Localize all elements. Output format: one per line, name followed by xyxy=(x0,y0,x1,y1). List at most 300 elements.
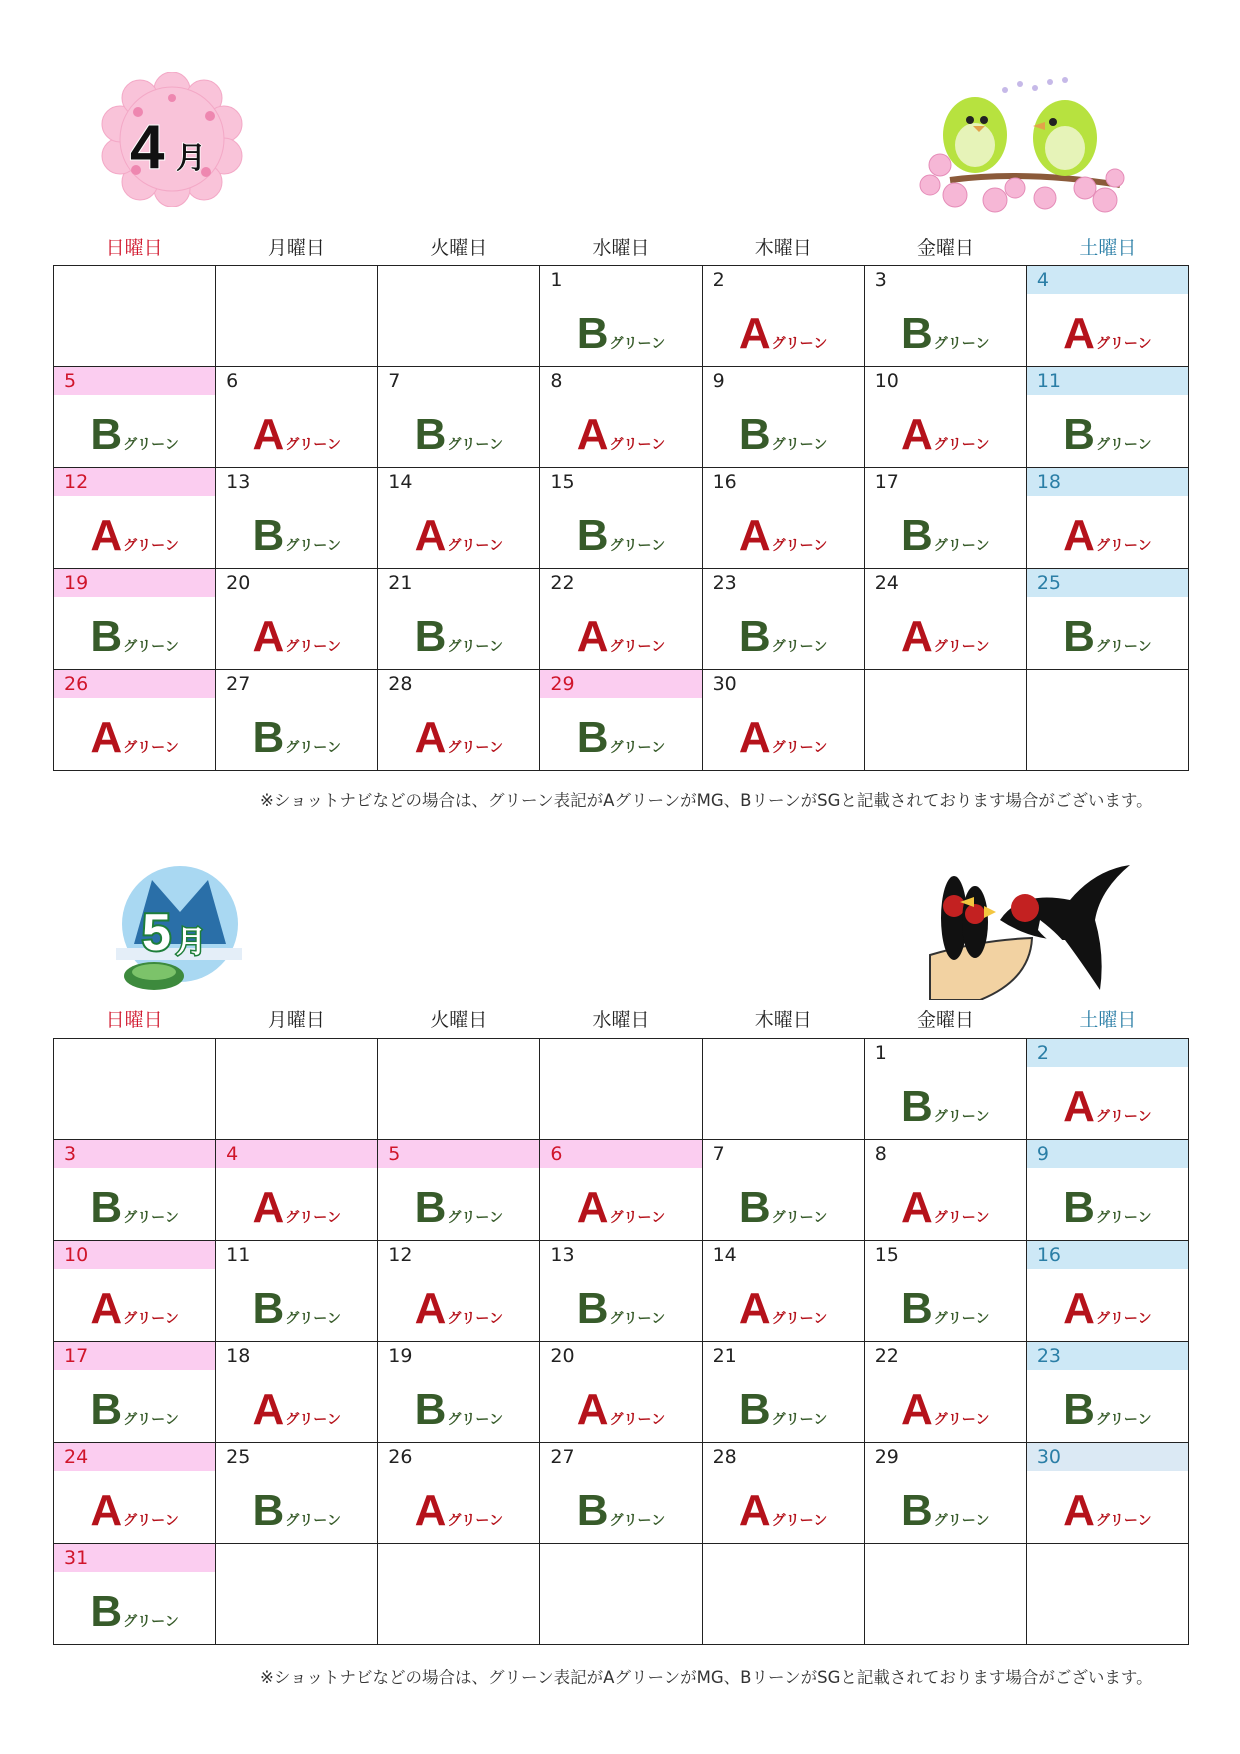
green-suffix: グリーン xyxy=(609,538,666,554)
empty-day-cell xyxy=(54,1039,216,1140)
day-cell xyxy=(540,266,702,367)
day-cell xyxy=(864,266,1026,367)
green-suffix: グリーン xyxy=(933,1412,990,1428)
week-row xyxy=(54,1443,1189,1544)
day-number: 6 xyxy=(540,1140,701,1168)
day-cell xyxy=(864,1443,1026,1544)
day-number: 4 xyxy=(216,1140,377,1168)
green-course-label xyxy=(54,714,215,762)
day-cell xyxy=(216,1241,378,1342)
green-suffix: グリーン xyxy=(609,1210,666,1226)
day-number: 18 xyxy=(1027,468,1188,496)
day-number: 18 xyxy=(226,1345,251,1367)
day-number: 7 xyxy=(712,1143,725,1165)
day-cell xyxy=(1026,1039,1188,1140)
green-course-label xyxy=(1027,411,1188,459)
week-row xyxy=(54,569,1189,670)
green-suffix: グリーン xyxy=(285,1210,341,1226)
swallows-nest-icon xyxy=(920,860,1135,1000)
april-weekday-header xyxy=(53,234,1189,262)
green-letter: B xyxy=(90,410,123,459)
green-letter: A xyxy=(576,612,609,661)
day-number: 16 xyxy=(712,471,737,493)
empty-day-cell xyxy=(702,1039,864,1140)
green-suffix: グリーン xyxy=(1095,538,1152,554)
day-cell xyxy=(864,367,1026,468)
empty-day-cell xyxy=(378,1544,540,1645)
day-cell xyxy=(378,569,540,670)
green-suffix: グリーン xyxy=(447,437,504,453)
day-cell xyxy=(1026,468,1188,569)
day-cell xyxy=(864,569,1026,670)
green-course-label xyxy=(540,613,701,661)
weekday-tue: 火曜日 xyxy=(430,1009,488,1031)
day-number: 23 xyxy=(1027,1342,1188,1370)
green-course-label xyxy=(54,512,215,560)
april-footnote: ※ショットナビなどの場合は、グリーン表記がAグリーンがMG、BリーンがSGと記載されております場合がございます。 xyxy=(260,791,1153,810)
weekday-sat: 土曜日 xyxy=(1079,1009,1137,1031)
green-letter: A xyxy=(252,612,285,661)
green-course-label xyxy=(703,613,864,661)
green-course-label xyxy=(54,1588,215,1636)
green-course-label xyxy=(1027,1083,1188,1131)
day-number: 2 xyxy=(1027,1039,1188,1067)
green-letter: B xyxy=(1063,410,1095,459)
day-cell xyxy=(702,1443,864,1544)
green-letter: A xyxy=(738,1284,771,1333)
green-letter: A xyxy=(901,1385,933,1434)
green-letter: B xyxy=(1063,1385,1095,1434)
day-number: 1 xyxy=(874,1042,887,1064)
green-course-label xyxy=(216,613,377,661)
green-course-label xyxy=(540,512,701,560)
day-number: 9 xyxy=(712,370,725,392)
green-course-label xyxy=(1027,310,1188,358)
green-course-label xyxy=(1027,1184,1188,1232)
green-suffix: グリーン xyxy=(447,1513,504,1529)
green-suffix: グリーン xyxy=(1095,1210,1152,1226)
green-suffix: グリーン xyxy=(123,1210,179,1226)
green-suffix: グリーン xyxy=(933,639,990,655)
day-cell xyxy=(378,1342,540,1443)
day-cell xyxy=(216,468,378,569)
week-row xyxy=(54,1544,1189,1645)
week-row xyxy=(54,1039,1189,1140)
green-suffix: グリーン xyxy=(933,1311,990,1327)
green-suffix: グリーン xyxy=(609,639,666,655)
green-suffix: グリーン xyxy=(933,538,990,554)
green-course-label xyxy=(865,411,1026,459)
green-letter: B xyxy=(414,1385,447,1434)
day-number: 26 xyxy=(54,670,215,698)
green-suffix: グリーン xyxy=(1095,1412,1152,1428)
day-number: 19 xyxy=(388,1345,413,1367)
green-letter: B xyxy=(576,511,609,560)
day-number: 19 xyxy=(54,569,215,597)
day-number: 30 xyxy=(712,673,737,695)
green-suffix: グリーン xyxy=(771,740,828,756)
empty-day-cell xyxy=(378,266,540,367)
day-cell xyxy=(1026,1140,1188,1241)
green-course-label xyxy=(378,411,539,459)
green-course-label xyxy=(703,310,864,358)
green-suffix: グリーン xyxy=(771,1412,828,1428)
day-cell xyxy=(540,1443,702,1544)
day-cell xyxy=(1026,367,1188,468)
green-letter: A xyxy=(90,511,123,560)
green-letter: B xyxy=(901,1082,933,1131)
day-cell xyxy=(702,1342,864,1443)
day-cell xyxy=(702,569,864,670)
day-cell xyxy=(216,1342,378,1443)
empty-day-cell xyxy=(54,266,216,367)
green-letter: B xyxy=(90,1587,123,1636)
green-letter: B xyxy=(90,1183,123,1232)
birds-on-branch-icon xyxy=(915,70,1130,220)
day-cell xyxy=(54,468,216,569)
day-cell xyxy=(54,1443,216,1544)
green-course-label xyxy=(216,512,377,560)
green-suffix: グリーン xyxy=(123,1614,179,1630)
green-suffix: グリーン xyxy=(933,1210,990,1226)
day-number: 23 xyxy=(712,572,737,594)
day-cell xyxy=(540,367,702,468)
green-course-label xyxy=(703,1184,864,1232)
green-course-label xyxy=(378,1386,539,1434)
green-suffix: グリーン xyxy=(447,740,504,756)
green-course-label xyxy=(540,310,701,358)
green-course-label xyxy=(54,613,215,661)
green-suffix: グリーン xyxy=(285,538,341,554)
day-number: 7 xyxy=(388,370,401,392)
day-cell xyxy=(216,569,378,670)
green-letter: B xyxy=(414,1183,447,1232)
green-letter: B xyxy=(252,1284,285,1333)
day-number: 25 xyxy=(1027,569,1188,597)
day-number: 14 xyxy=(388,471,413,493)
green-suffix: グリーン xyxy=(123,437,179,453)
weekday-fri: 金曜日 xyxy=(917,1009,975,1031)
green-letter: B xyxy=(576,713,609,762)
green-suffix: グリーン xyxy=(609,1412,666,1428)
green-suffix: グリーン xyxy=(123,1311,179,1327)
day-number: 26 xyxy=(388,1446,413,1468)
day-number: 10 xyxy=(874,370,899,392)
day-cell xyxy=(864,1140,1026,1241)
empty-day-cell xyxy=(378,1039,540,1140)
green-course-label xyxy=(1027,1285,1188,1333)
green-course-label xyxy=(216,1487,377,1535)
green-course-label xyxy=(216,714,377,762)
green-letter: B xyxy=(414,410,447,459)
day-number: 8 xyxy=(874,1143,887,1165)
green-course-label xyxy=(703,714,864,762)
day-cell xyxy=(540,1342,702,1443)
day-cell xyxy=(540,569,702,670)
green-suffix: グリーン xyxy=(285,639,341,655)
day-number: 17 xyxy=(54,1342,215,1370)
green-letter: B xyxy=(738,1385,771,1434)
day-cell xyxy=(864,1241,1026,1342)
empty-day-cell xyxy=(864,670,1026,771)
green-suffix: グリーン xyxy=(447,1311,504,1327)
day-number: 3 xyxy=(54,1140,215,1168)
day-number: 2 xyxy=(712,269,725,291)
day-cell xyxy=(540,1241,702,1342)
day-number: 25 xyxy=(226,1446,251,1468)
weekday-sun: 日曜日 xyxy=(105,237,163,259)
green-letter: B xyxy=(901,309,933,358)
green-letter: A xyxy=(252,1385,285,1434)
green-letter: A xyxy=(1063,511,1095,560)
day-number: 28 xyxy=(388,673,413,695)
day-number: 21 xyxy=(712,1345,737,1367)
green-course-label xyxy=(378,1285,539,1333)
green-letter: B xyxy=(1063,1183,1095,1232)
green-course-label xyxy=(865,1386,1026,1434)
green-letter: A xyxy=(252,1183,285,1232)
day-cell xyxy=(378,1140,540,1241)
green-letter: A xyxy=(414,1284,447,1333)
day-cell xyxy=(216,367,378,468)
green-letter: A xyxy=(1063,1486,1095,1535)
day-cell xyxy=(1026,266,1188,367)
green-letter: B xyxy=(414,612,447,661)
green-course-label xyxy=(54,1487,215,1535)
green-course-label xyxy=(378,512,539,560)
day-number: 31 xyxy=(54,1544,215,1572)
green-letter: A xyxy=(1063,309,1095,358)
empty-day-cell xyxy=(216,266,378,367)
green-letter: B xyxy=(1063,612,1095,661)
green-letter: B xyxy=(901,1284,933,1333)
day-number: 24 xyxy=(874,572,899,594)
day-number: 12 xyxy=(54,468,215,496)
green-course-label xyxy=(703,512,864,560)
green-letter: A xyxy=(576,1385,609,1434)
green-letter: A xyxy=(90,1284,123,1333)
green-course-label xyxy=(54,1285,215,1333)
green-course-label xyxy=(703,1386,864,1434)
green-suffix: グリーン xyxy=(123,1513,179,1529)
green-letter: A xyxy=(414,1486,447,1535)
weekday-thu: 木曜日 xyxy=(754,237,812,259)
green-letter: B xyxy=(90,1385,123,1434)
green-suffix: グリーン xyxy=(771,336,828,352)
green-course-label xyxy=(378,1487,539,1535)
green-suffix: グリーン xyxy=(609,336,666,352)
day-number: 15 xyxy=(874,1244,899,1266)
may-footnote: ※ショットナビなどの場合は、グリーン表記がAグリーンがMG、BリーンがSGと記載されております場合がございます。 xyxy=(260,1668,1153,1687)
day-cell xyxy=(378,1443,540,1544)
day-number: 20 xyxy=(226,572,251,594)
week-row xyxy=(54,1140,1189,1241)
green-course-label xyxy=(216,1184,377,1232)
green-course-label xyxy=(703,1285,864,1333)
green-letter: B xyxy=(576,1486,609,1535)
green-suffix: グリーン xyxy=(285,1412,341,1428)
empty-day-cell xyxy=(216,1544,378,1645)
green-suffix: グリーン xyxy=(933,1109,990,1125)
empty-day-cell xyxy=(540,1039,702,1140)
day-number: 29 xyxy=(540,670,701,698)
green-suffix: グリーン xyxy=(447,1412,504,1428)
week-row xyxy=(54,670,1189,771)
green-course-label xyxy=(540,714,701,762)
day-cell xyxy=(864,1039,1026,1140)
day-cell xyxy=(54,1241,216,1342)
weekday-fri: 金曜日 xyxy=(917,237,975,259)
green-course-label xyxy=(865,1487,1026,1535)
day-cell xyxy=(378,468,540,569)
day-number: 30 xyxy=(1027,1443,1188,1471)
day-number: 4 xyxy=(1027,266,1188,294)
green-suffix: グリーン xyxy=(933,336,990,352)
green-suffix: グリーン xyxy=(933,437,990,453)
green-letter: A xyxy=(576,410,609,459)
green-course-label xyxy=(865,1285,1026,1333)
green-letter: A xyxy=(901,410,933,459)
green-suffix: グリーン xyxy=(447,538,504,554)
green-course-label xyxy=(54,1184,215,1232)
green-letter: B xyxy=(901,1486,933,1535)
day-cell xyxy=(702,1241,864,1342)
day-cell xyxy=(378,1241,540,1342)
day-cell xyxy=(378,670,540,771)
green-suffix: グリーン xyxy=(285,740,341,756)
empty-day-cell xyxy=(1026,1544,1188,1645)
green-letter: B xyxy=(576,1284,609,1333)
day-number: 11 xyxy=(1027,367,1188,395)
empty-day-cell xyxy=(1026,670,1188,771)
green-suffix: グリーン xyxy=(1095,639,1152,655)
green-letter: B xyxy=(576,309,609,358)
green-course-label xyxy=(865,1083,1026,1131)
day-number: 11 xyxy=(226,1244,251,1266)
green-course-label xyxy=(1027,613,1188,661)
day-number: 21 xyxy=(388,572,413,594)
day-cell xyxy=(54,569,216,670)
day-number: 22 xyxy=(874,1345,899,1367)
green-course-label xyxy=(865,1184,1026,1232)
weekday-wed: 水曜日 xyxy=(592,237,650,259)
weekday-sat: 土曜日 xyxy=(1079,237,1137,259)
green-course-label xyxy=(540,1285,701,1333)
day-cell xyxy=(378,367,540,468)
green-letter: A xyxy=(414,713,447,762)
green-suffix: グリーン xyxy=(771,1210,828,1226)
day-cell xyxy=(702,266,864,367)
green-letter: A xyxy=(90,1486,123,1535)
green-course-label xyxy=(540,1487,701,1535)
green-suffix: グリーン xyxy=(447,639,504,655)
green-suffix: グリーン xyxy=(1095,1109,1152,1125)
may-weekday-header xyxy=(53,1006,1189,1034)
day-number: 22 xyxy=(550,572,575,594)
green-letter: A xyxy=(1063,1284,1095,1333)
april-grid xyxy=(53,265,1189,771)
day-cell xyxy=(1026,1342,1188,1443)
weekday-mon: 月曜日 xyxy=(267,237,325,259)
green-letter: A xyxy=(252,410,285,459)
green-letter: A xyxy=(738,1486,771,1535)
green-letter: A xyxy=(738,309,771,358)
empty-day-cell xyxy=(540,1544,702,1645)
day-number: 13 xyxy=(226,471,251,493)
day-cell xyxy=(216,1443,378,1544)
green-suffix: グリーン xyxy=(1095,1513,1152,1529)
weekday-sun: 日曜日 xyxy=(105,1009,163,1031)
green-letter: B xyxy=(738,410,771,459)
green-letter: A xyxy=(738,713,771,762)
green-course-label xyxy=(378,714,539,762)
day-number: 13 xyxy=(550,1244,575,1266)
green-letter: A xyxy=(901,1183,933,1232)
green-course-label xyxy=(865,310,1026,358)
green-course-label xyxy=(1027,1487,1188,1535)
green-suffix: グリーン xyxy=(285,1311,341,1327)
day-cell xyxy=(216,670,378,771)
green-suffix: グリーン xyxy=(1095,336,1152,352)
green-course-label xyxy=(1027,1386,1188,1434)
empty-day-cell xyxy=(864,1544,1026,1645)
green-course-label xyxy=(703,411,864,459)
green-letter: A xyxy=(576,1183,609,1232)
green-letter: A xyxy=(738,511,771,560)
april-badge-unit: 月 xyxy=(176,141,206,176)
day-number: 29 xyxy=(874,1446,899,1468)
day-number: 6 xyxy=(226,370,239,392)
green-suffix: グリーン xyxy=(123,538,179,554)
day-number: 9 xyxy=(1027,1140,1188,1168)
green-course-label xyxy=(216,1386,377,1434)
day-cell xyxy=(864,1342,1026,1443)
green-letter: B xyxy=(90,612,123,661)
green-course-label xyxy=(216,411,377,459)
green-letter: B xyxy=(252,1486,285,1535)
day-number: 8 xyxy=(550,370,563,392)
green-suffix: グリーン xyxy=(123,740,179,756)
weekday-mon: 月曜日 xyxy=(267,1009,325,1031)
day-cell xyxy=(702,367,864,468)
day-number: 10 xyxy=(54,1241,215,1269)
kabuto-badge-icon xyxy=(112,862,247,997)
day-cell xyxy=(1026,1443,1188,1544)
green-course-label xyxy=(378,613,539,661)
day-cell xyxy=(864,468,1026,569)
green-course-label xyxy=(540,1184,701,1232)
day-number: 5 xyxy=(378,1140,539,1168)
green-course-label xyxy=(1027,512,1188,560)
green-suffix: グリーン xyxy=(1095,1311,1152,1327)
green-course-label xyxy=(216,1285,377,1333)
empty-day-cell xyxy=(702,1544,864,1645)
green-suffix: グリーン xyxy=(609,437,666,453)
day-cell xyxy=(54,670,216,771)
day-number: 5 xyxy=(54,367,215,395)
day-cell xyxy=(540,468,702,569)
green-course-label xyxy=(703,1487,864,1535)
green-course-label xyxy=(54,1386,215,1434)
day-cell xyxy=(216,1140,378,1241)
april-badge-number: 4 xyxy=(130,113,165,182)
green-suffix: グリーン xyxy=(285,437,341,453)
week-row xyxy=(54,468,1189,569)
green-suffix: グリーン xyxy=(609,1513,666,1529)
green-suffix: グリーン xyxy=(123,639,179,655)
green-letter: B xyxy=(738,1183,771,1232)
empty-day-cell xyxy=(216,1039,378,1140)
